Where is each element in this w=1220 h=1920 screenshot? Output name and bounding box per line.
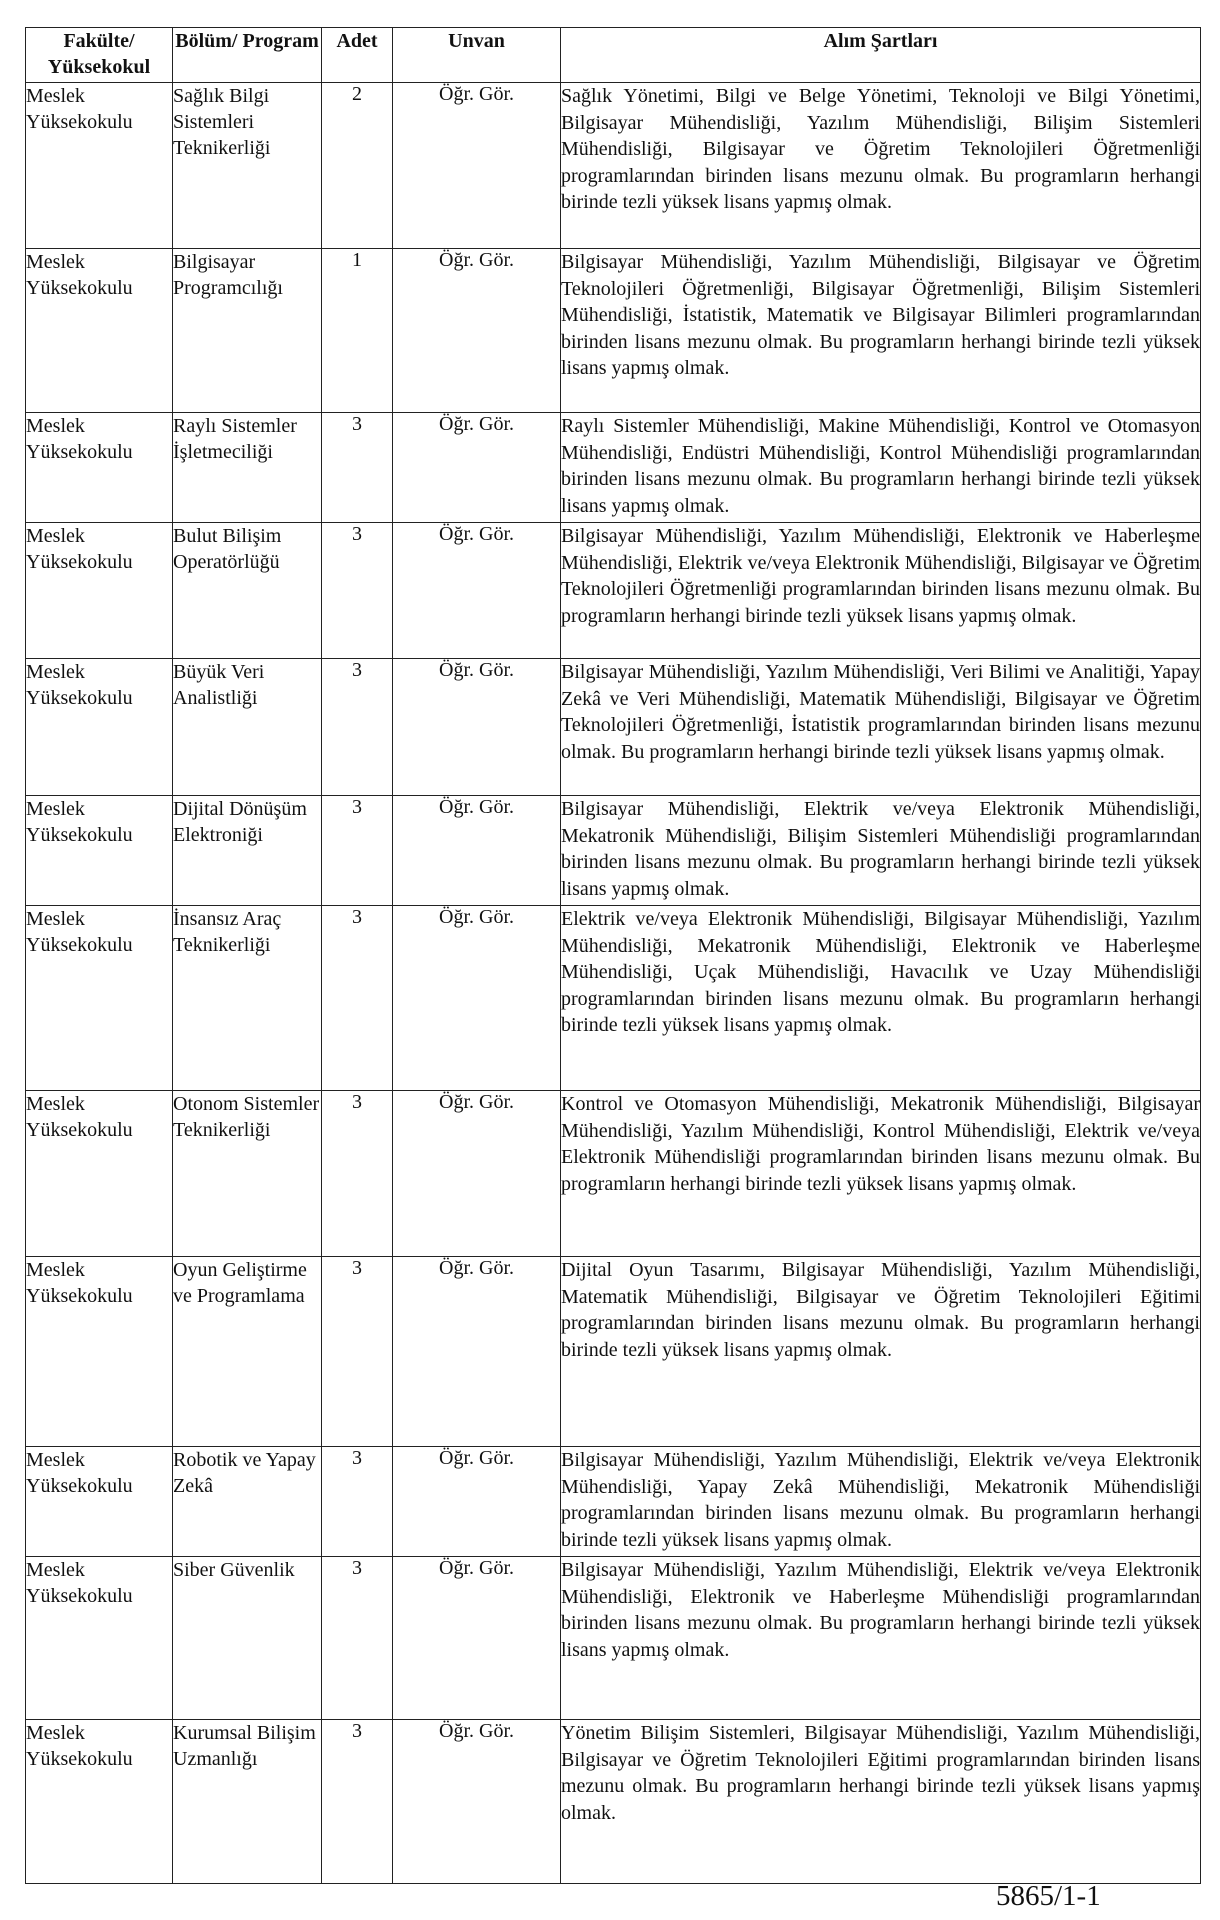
program-cell: Kurumsal Bilişim Uzmanlığı <box>173 1720 322 1884</box>
header-program: Bölüm/ Program <box>173 28 322 83</box>
program-cell: Büyük Veri Analistliği <box>173 659 322 796</box>
positions-table <box>25 27 1201 1884</box>
faculty-cell: Meslek Yüksekokulu <box>26 1447 173 1557</box>
program-cell: Bilgisayar Programcılığı <box>173 249 322 413</box>
table-row <box>26 796 1201 906</box>
faculty-cell: Meslek Yüksekokulu <box>26 249 173 413</box>
conditions-cell: Bilgisayar Mühendisliği, Elektrik ve/veya Elektronik Mühendisliği, Mekatronik Mühendisliği, Bilişim Sistemleri Mühendisliği programlarından birinden lisans mezunu olmak. Bu programların herhangi birinde tezli yüksek lisans yapmış olmak. <box>561 796 1201 906</box>
program-cell: Robotik ve Yapay Zekâ <box>173 1447 322 1557</box>
header-faculty: Fakülte/ Yüksekokul <box>26 28 173 83</box>
header-count: Adet <box>322 28 393 83</box>
conditions-cell: Bilgisayar Mühendisliği, Yazılım Mühendisliği, Elektronik ve Haberleşme Mühendisliği, Elektrik ve/veya Elektronik Mühendisliği, Bilgisayar ve Öğretim Teknolojileri Öğretmenliği programlarından birinden lisans mezunu olmak. Bu programların herhangi birinde tezli yüksek lisans yapmış olmak. <box>561 523 1201 659</box>
faculty-cell: Meslek Yüksekokulu <box>26 523 173 659</box>
conditions-cell: Bilgisayar Mühendisliği, Yazılım Mühendisliği, Elektrik ve/veya Elektronik Mühendisliği, Elektronik ve Haberleşme Mühendisliği programlarından birinden lisans mezunu olmak. Bu programların herhangi birinde tezli yüksek lisans yapmış olmak. <box>561 1557 1201 1720</box>
title-cell: Öğr. Gör. <box>393 1447 561 1557</box>
count-cell: 3 <box>322 659 393 796</box>
title-cell: Öğr. Gör. <box>393 83 561 249</box>
program-cell: Oyun Geliştirme ve Programlama <box>173 1257 322 1447</box>
conditions-cell: Bilgisayar Mühendisliği, Yazılım Mühendisliği, Veri Bilimi ve Analitiği, Yapay Zekâ ve Veri Mühendisliği, Matematik Mühendisliği, Bilgisayar ve Öğretim Teknolojileri Öğretmenliği, İstatistik programlarından birinden lisans mezunu olmak. Bu programların herhangi birinde tezli yüksek lisans yapmış olmak. <box>561 659 1201 796</box>
title-cell: Öğr. Gör. <box>393 906 561 1091</box>
program-cell: Bulut Bilişim Operatörlüğü <box>173 523 322 659</box>
table-header-row <box>26 28 1201 83</box>
conditions-cell: Yönetim Bilişim Sistemleri, Bilgisayar Mühendisliği, Yazılım Mühendisliği, Bilgisayar ve Öğretim Teknolojileri Eğitimi programlarından birinden lisans mezunu olmak. Bu programların herhangi birinde tezli yüksek lisans yapmış olmak. <box>561 1720 1201 1884</box>
conditions-cell: Elektrik ve/veya Elektronik Mühendisliği, Bilgisayar Mühendisliği, Yazılım Mühendisliği, Mekatronik Mühendisliği, Elektronik ve Haberleşme Mühendisliği, Uçak Mühendisliği, Havacılık ve Uzay Mühendisliği programlarından birinden lisans mezunu olmak. Bu programların herhangi birinde tezli yüksek lisans yapmış olmak. <box>561 906 1201 1091</box>
title-cell: Öğr. Gör. <box>393 523 561 659</box>
table-row <box>26 1091 1201 1257</box>
faculty-cell: Meslek Yüksekokulu <box>26 796 173 906</box>
title-cell: Öğr. Gör. <box>393 796 561 906</box>
table-row <box>26 1720 1201 1884</box>
program-cell: Dijital Dönüşüm Elektroniği <box>173 796 322 906</box>
conditions-cell: Kontrol ve Otomasyon Mühendisliği, Mekatronik Mühendisliği, Bilgisayar Mühendisliği, Yazılım Mühendisliği, Kontrol Mühendisliği, Elektrik ve/veya Elektronik Mühendisliği programlarından birinden lisans mezunu olmak. Bu programların herhangi birinde tezli yüksek lisans yapmış olmak. <box>561 1091 1201 1257</box>
count-cell: 3 <box>322 1447 393 1557</box>
count-cell: 3 <box>322 796 393 906</box>
table-row <box>26 83 1201 249</box>
count-cell: 3 <box>322 413 393 523</box>
document-reference: 5865/1-1 <box>996 1880 1101 1912</box>
program-cell: Otonom Sistemler Teknikerliği <box>173 1091 322 1257</box>
count-cell: 3 <box>322 523 393 659</box>
count-cell: 3 <box>322 1720 393 1884</box>
table-row <box>26 1257 1201 1447</box>
header-conditions: Alım Şartları <box>561 28 1201 83</box>
faculty-cell: Meslek Yüksekokulu <box>26 906 173 1091</box>
count-cell: 3 <box>322 906 393 1091</box>
faculty-cell: Meslek Yüksekokulu <box>26 83 173 249</box>
program-cell: Raylı Sistemler İşletmeciliği <box>173 413 322 523</box>
table-row <box>26 906 1201 1091</box>
program-cell: Sağlık Bilgi Sistemleri Teknikerliği <box>173 83 322 249</box>
header-title: Unvan <box>393 28 561 83</box>
count-cell: 3 <box>322 1091 393 1257</box>
count-cell: 3 <box>322 1557 393 1720</box>
faculty-cell: Meslek Yüksekokulu <box>26 1091 173 1257</box>
faculty-cell: Meslek Yüksekokulu <box>26 1557 173 1720</box>
faculty-cell: Meslek Yüksekokulu <box>26 659 173 796</box>
title-cell: Öğr. Gör. <box>393 249 561 413</box>
faculty-cell: Meslek Yüksekokulu <box>26 413 173 523</box>
table-row <box>26 659 1201 796</box>
count-cell: 3 <box>322 1257 393 1447</box>
conditions-cell: Bilgisayar Mühendisliği, Yazılım Mühendisliği, Bilgisayar ve Öğretim Teknolojileri Öğretmenliği, Bilgisayar Öğretmenliği, Bilişim Sistemleri Mühendisliği, İstatistik, Matematik ve Bilgisayar Bilimleri programlarından birinden lisans mezunu olmak. Bu programların herhangi birinde tezli yüksek lisans yapmış olmak. <box>561 249 1201 413</box>
faculty-cell: Meslek Yüksekokulu <box>26 1720 173 1884</box>
table-row <box>26 1557 1201 1720</box>
conditions-cell: Bilgisayar Mühendisliği, Yazılım Mühendisliği, Elektrik ve/veya Elektronik Mühendisliği, Yapay Zekâ Mühendisliği, Mekatronik Mühendisliği programlarından birinden lisans mezunu olmak. Bu programların herhangi birinde tezli yüksek lisans yapmış olmak. <box>561 1447 1201 1557</box>
title-cell: Öğr. Gör. <box>393 1257 561 1447</box>
title-cell: Öğr. Gör. <box>393 659 561 796</box>
conditions-cell: Dijital Oyun Tasarımı, Bilgisayar Mühendisliği, Yazılım Mühendisliği, Matematik Mühendisliği, Bilgisayar ve Öğretim Teknolojileri Eğitimi programlarından birinden lisans mezunu olmak. Bu programların herhangi birinde tezli yüksek lisans yapmış olmak. <box>561 1257 1201 1447</box>
conditions-cell: Raylı Sistemler Mühendisliği, Makine Mühendisliği, Kontrol ve Otomasyon Mühendisliği, Endüstri Mühendisliği, Kontrol Mühendisliği programlarından birinden lisans mezunu olmak. Bu programların herhangi birinde tezli yüksek lisans yapmış olmak. <box>561 413 1201 523</box>
table-row <box>26 1447 1201 1557</box>
count-cell: 2 <box>322 83 393 249</box>
title-cell: Öğr. Gör. <box>393 1091 561 1257</box>
title-cell: Öğr. Gör. <box>393 1720 561 1884</box>
table-row <box>26 523 1201 659</box>
title-cell: Öğr. Gör. <box>393 1557 561 1720</box>
program-cell: İnsansız Araç Teknikerliği <box>173 906 322 1091</box>
table-row <box>26 413 1201 523</box>
count-cell: 1 <box>322 249 393 413</box>
table-row <box>26 249 1201 413</box>
program-cell: Siber Güvenlik <box>173 1557 322 1720</box>
title-cell: Öğr. Gör. <box>393 413 561 523</box>
conditions-cell: Sağlık Yönetimi, Bilgi ve Belge Yönetimi, Teknoloji ve Bilgi Yönetimi, Bilgisayar Mühendisliği, Yazılım Mühendisliği, Bilişim Sistemleri Mühendisliği, Bilgisayar ve Öğretim Teknolojileri Öğretmenliği programlarından birinden lisans mezunu olmak. Bu programların herhangi birinde tezli yüksek lisans yapmış olmak. <box>561 83 1201 249</box>
faculty-cell: Meslek Yüksekokulu <box>26 1257 173 1447</box>
